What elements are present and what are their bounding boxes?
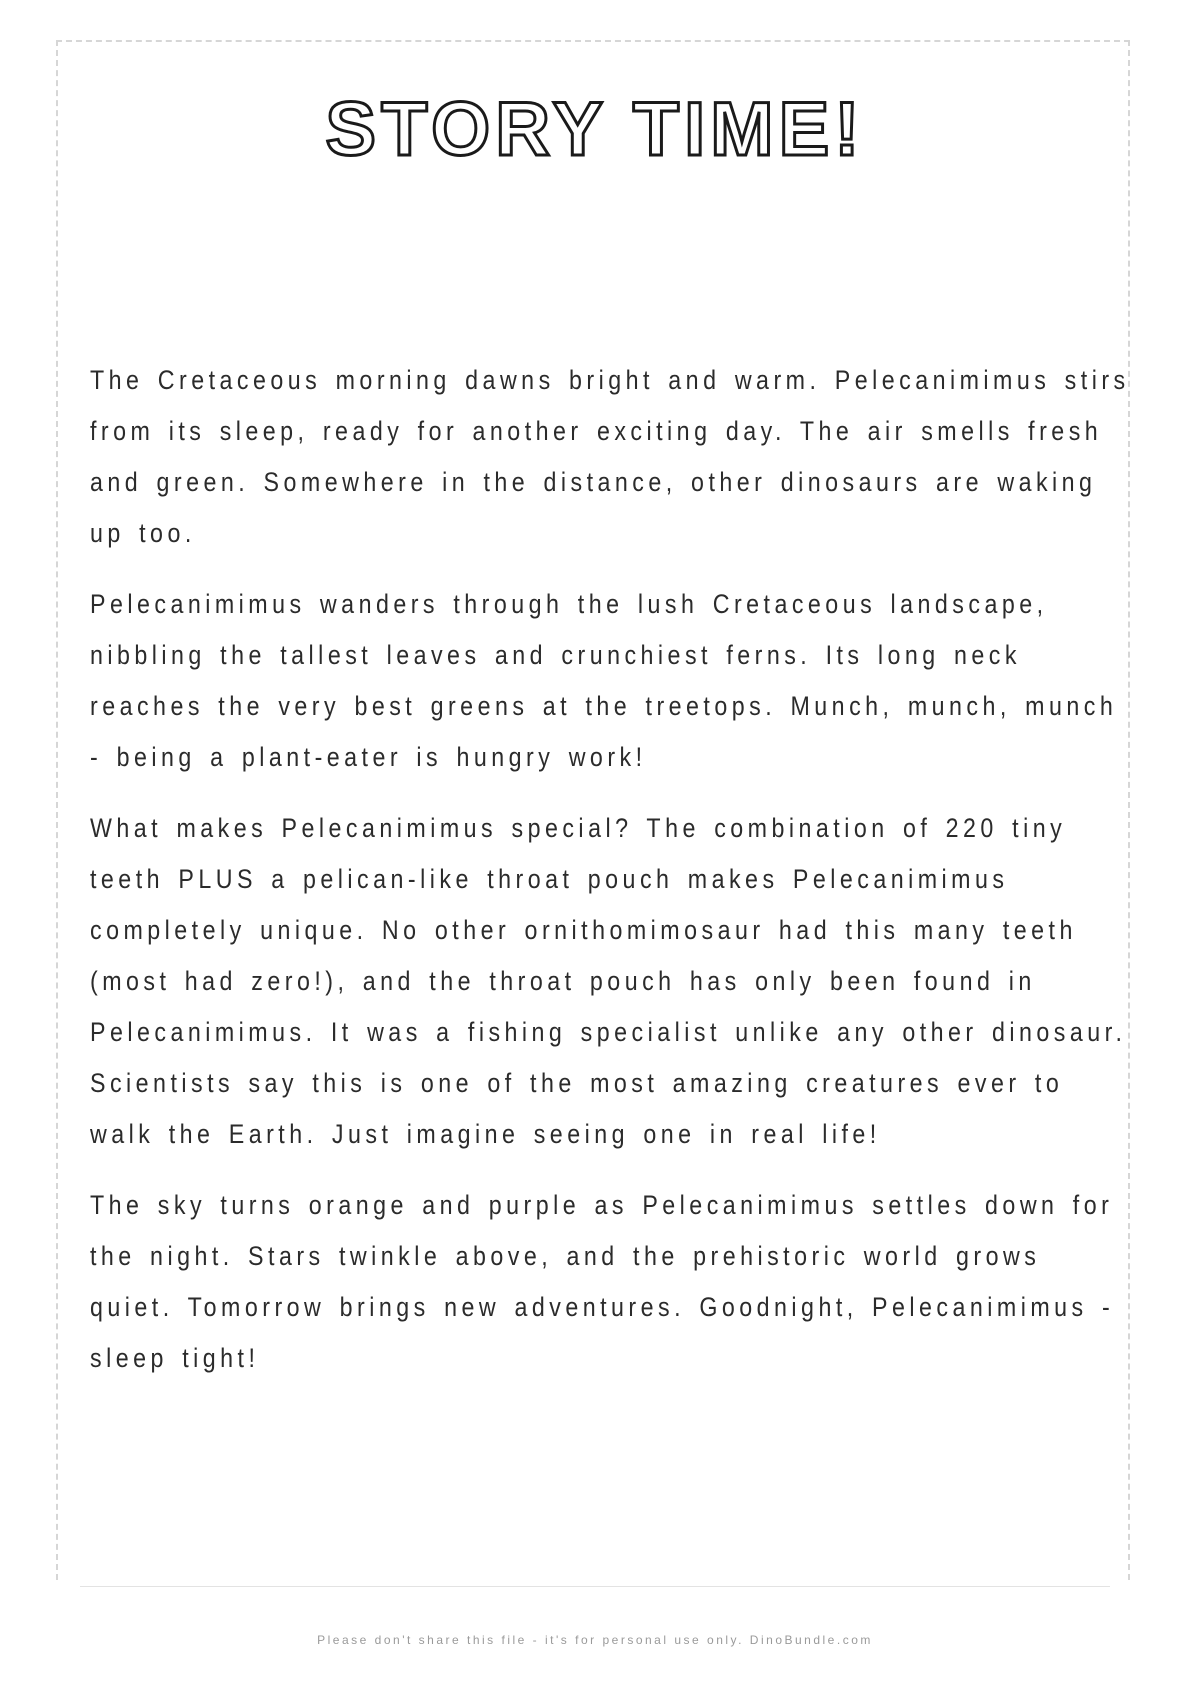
page-title: STORY TIME! — [325, 87, 865, 172]
story-paragraph: What makes Pelecanimimus special? The combination of 220 tiny teeth PLUS a pelican-like throat pouch makes Pelecanimimus completely unique. No other ornithomimosaur had this many teeth (most had zero!), and the throat pouch has only been found in Pelecanimimus. It was a fishing specialist unlike any other dinosaur. Scientists say this is one of the most amazing creatures ever to walk the Earth. Just imagine seeing one in real life! — [90, 813, 1127, 1149]
footer-notice: Please don't share this file - it's for personal use only. DinoBundle.com — [317, 1633, 873, 1647]
story-paragraph: The Cretaceous morning dawns bright and warm. Pelecanimimus stirs from its sleep, ready for another exciting day. The air smells fresh and green. Somewhere in the distance, other dinosaurs are waking up too. — [90, 365, 1130, 548]
story-paragraph: The sky turns orange and purple as Pelecanimimus settles down for the night. Stars twinkle above, and the prehistoric world grows quiet. Tomorrow brings new adventures. Goodnight, Pelecanimimus - sleep tight! — [90, 1190, 1115, 1373]
footer-divider — [80, 1586, 1110, 1587]
story-body — [90, 355, 1130, 1404]
story-paragraph: Pelecanimimus wanders through the lush Cretaceous landscape, nibbling the tallest leaves and crunchiest ferns. Its long neck reaches the very best greens at the treetops. Munch, munch, munch - being a plant-eater is hungry work! — [90, 589, 1118, 772]
